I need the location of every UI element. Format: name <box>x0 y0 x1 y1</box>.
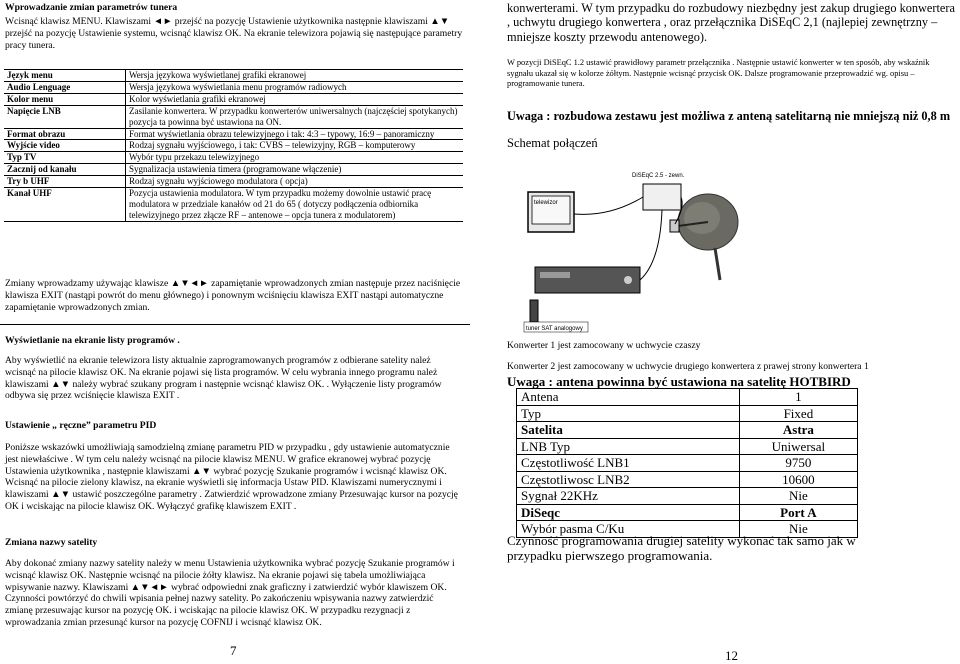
param-value: Nie <box>739 488 857 505</box>
menu-row <box>4 140 463 152</box>
param-label: LNB Typ <box>517 438 740 455</box>
pid-heading: Ustawienie „ ręczne” parametru PID <box>5 420 157 431</box>
connection-diagram <box>510 162 760 337</box>
param-label: Satelita <box>517 422 740 439</box>
menu-row-key: Kanał UHF <box>4 188 126 222</box>
menu-row <box>4 93 463 105</box>
menu-row-desc: Kolor wyświetlania grafiki ekranowej <box>129 93 266 104</box>
menu-row-key: Napięcie LNB <box>4 105 126 128</box>
param-value: 10600 <box>739 471 857 488</box>
menu-table <box>4 69 463 222</box>
konwerter2-text: Konwerter 2 jest zamocowany w uchwycie drugiego konwertera z prawej strony konwertera 1 <box>507 361 869 372</box>
param-row <box>517 455 858 472</box>
param-value: 1 <box>739 389 857 406</box>
params-table <box>516 388 858 538</box>
param-value: Uniwersal <box>739 438 857 455</box>
param-row <box>517 488 858 505</box>
menu-row-desc: Rodzaj sygnału wyjściowego modulatora ( opcja) <box>129 176 308 187</box>
menu-row-key: Wyjście video <box>4 140 126 152</box>
param-label: DiSeqc <box>517 504 740 521</box>
name-paragraph: Aby dokonać zmiany nazwy satelity należy w menu Ustawienia użytkownika wybrać pozycję Szukanie programów i wcisnąć klawisz OK. Następnie wcisnąć na pilocie żółty klawisz. Na ekranie pojawi się tabela umożliwiająca wpisywanie nazwy. Klawiszami ▲▼◄► wybrać odpowiedni znak graficzny i zatwierdzić wybór klawiszem OK. Czynności powtórzyć do chwili wpisania pełnej nazwy satelity. Po zakończeniu wpisywania nazwy zatwierdzić zmianę przesuwając kursor na pozycję OK. i wciskając na pilocie klawisz OK. W przypadku rezygnacji z wprowadzania zmian przesunąć kursor na pozycję COFNIJ i wcisnąć klawisz OK. <box>5 558 455 628</box>
menu-row-key: Kolor menu <box>4 93 126 105</box>
param-row <box>517 438 858 455</box>
menu-row-desc: Zasilanie konwertera. W przypadku konwerterów uniwersalnych (najczęściej spotykanych) pozycja ta powinna być ustawiona na ON. <box>129 105 458 127</box>
menu-row <box>4 176 463 188</box>
right-intro: konwerterami. W tym przypadku do rozbudowy niezbędny jest zakup drugiego konwertera , uchwytu drugiego konwertera , oraz przełącznika DiSEqC 2,1 (najlepiej zewnętrzny – mniejsze koszty przewodu antenowego). <box>507 1 955 44</box>
param-row <box>517 471 858 488</box>
menu-row-desc: Format wyświetlania obrazu telewizyjnego i tak: 4:3 – typowy, 16:9 – panoramiczny <box>129 128 435 139</box>
param-label: Wybór pasma C/Ku <box>517 521 740 538</box>
page-number-left: 7 <box>230 643 237 658</box>
pid-paragraph: Poniższe wskazówki umożliwiają samodzielną zmianę parametru PID w przypadku , gdy ustawienie automatycznie jest niewłaściwe . W tym celu należy wcisnąć na pilocie klawisz MENU. W grafice ekranowej wybrać pozycję Ustawienia użytkownika , następnie klawiszami ▲▼ wybrać pozycję Szukanie programów i wcisnąć klawisz OK. Wcisnąć na pilocie zielony klawisz, na ekranie wyświetli się informacja Ustaw PID. Klawiszami numerycznymi i klawiszami ▲▼ ustawić poszczególne parametry . Zatwierdzić wprowadzone zmiany Przesuwając kursor na pozycję OK i wciskając na pilocie klawisz OK. Wyłączyć grafikę klawiszem EXIT . <box>5 442 458 512</box>
menu-row-desc: Pozycja ustawienia modulatora. W tym przypadku możemy dowolnie ustawić pracę modulatora w przedziale kanałów od 21 do 65 ( dotyczy podłączenia odbiornika telewizyjnego przez złącze RF – antenowe – opcja tunera z modulatorem) <box>129 188 432 220</box>
menu-row-desc: Wersja językowa wyświetlanej grafiki ekranowej <box>129 70 307 80</box>
menu-row <box>4 164 463 176</box>
menu-row-key: Format obrazu <box>4 128 126 140</box>
diseqc-paragraph: W pozycji DiSEqC 1.2 ustawić prawidłowy parametr przełącznika . Następnie ustawić konwerter w ten sposób, aby wskaźnik sygnału ukazał się w kolorze żółtym. Następnie wcisnąć przycisk OK. Dalsze programowanie przeprowadzić wg. opisu – programowanie tunera. <box>507 58 930 89</box>
sat-label: tuner SAT analogowy <box>526 326 583 332</box>
konwerter1-text: Konwerter 1 jest zamocowany w uchwycie czaszy <box>507 340 701 351</box>
menu-row <box>4 70 463 81</box>
tv-label: telewizor <box>534 200 558 206</box>
list-paragraph: Aby wyświetlić na ekranie telewizora listy aktualnie zaprogramowanych programów z odbierane satelity należ wcisnąć na pilocie klawisz OK. Na ekranie pojawi się lista programów. W celu wybrania innego programu należ klawiszami ▲▼ należy wybrać szukany program i następnie wcisnąć klawisz OK. . Wyłączenie listy programów odbywa się przez wciśnięcie klawisza EXIT . <box>5 355 442 402</box>
menu-row-desc: Wybór typu przekazu telewizyjnego <box>129 152 260 163</box>
param-label: Antena <box>517 389 740 406</box>
menu-row-key: Język menu <box>4 70 126 81</box>
param-value: Nie <box>739 521 857 538</box>
hotbird-heading: Uwaga : antena powinna być ustawiona na satelitę HOTBIRD <box>507 374 851 389</box>
diseqc-label: DiSEqC 2.5 - zewn. <box>632 173 685 179</box>
param-value: Fixed <box>739 405 857 422</box>
menu-row <box>4 188 463 222</box>
param-value: Port A <box>739 504 857 521</box>
intro-paragraph: Wcisnąć klawisz MENU. Klawiszami ◄► przejść na pozycję Ustawienie użytkownika następnie klawiszami ▲▼ przejść na pozycję Ustawienie systemu, wcisnąć klawisz OK. Na ekranie telewizora pojawią się następujące parametry pracy tunera. <box>5 16 463 51</box>
changes-paragraph: Zmiany wprowadzamy używając klawisze ▲▼◄► zapamiętanie wprowadzonych zmian następuje przez naciśnięcie klawisza EXIT (nastąpi powrót do menu głównego) i ponownym wciśnięciu klawisza EXIT nastąpi automatyczne zapamiętanie wprowadzonych zmian. <box>5 278 461 313</box>
param-value: 9750 <box>739 455 857 472</box>
menu-row <box>4 152 463 164</box>
param-row <box>517 504 858 521</box>
divider <box>0 324 470 325</box>
param-label: Typ <box>517 405 740 422</box>
menu-row-key: Zacznij od kanału <box>4 164 126 176</box>
param-label: Częstotliwość LNB1 <box>517 455 740 472</box>
menu-row <box>4 81 463 93</box>
menu-row <box>4 128 463 140</box>
warning-text: Uwaga : rozbudowa zestawu jest możliwa z anteną satelitarną nie mniejszą niż 0,8 m <box>507 109 951 123</box>
param-label: Częstotliwosc LNB2 <box>517 471 740 488</box>
section-heading: Wprowadzanie zmian parametrów tunera <box>5 2 178 13</box>
menu-row <box>4 105 463 128</box>
connection-diagram-svg <box>510 162 760 337</box>
param-row <box>517 389 858 406</box>
name-heading: Zmiana nazwy satelity <box>5 537 98 548</box>
page-number-right: 12 <box>725 648 738 663</box>
param-label: Sygnał 22KHz <box>517 488 740 505</box>
menu-row-key: Try b UHF <box>4 176 126 188</box>
schema-title: Schemat połączeń <box>507 136 598 150</box>
param-value: Astra <box>739 422 857 439</box>
param-row <box>517 422 858 439</box>
list-heading: Wyświetlanie na ekranie listy programów . <box>5 335 180 346</box>
outro-text: Czynność programowania drugiej satelity wykonać tak samo jak w przypadku pierwszego programowania. <box>507 533 856 563</box>
menu-row-desc: Sygnalizacja ustawienia timera (programowane włączenie) <box>129 164 342 175</box>
param-row <box>517 405 858 422</box>
menu-row-desc: Wersja językowa wyświetlania menu programów radiowych <box>129 81 347 92</box>
menu-row-key: Typ TV <box>4 152 126 164</box>
menu-row-key: Audio Lenguage <box>4 81 126 93</box>
menu-row-desc: Rodzaj sygnału wyjściowego, i tak: CVBS – telewizyjny, RGB – komputerowy <box>129 140 416 151</box>
diseqc-switch <box>643 184 681 210</box>
